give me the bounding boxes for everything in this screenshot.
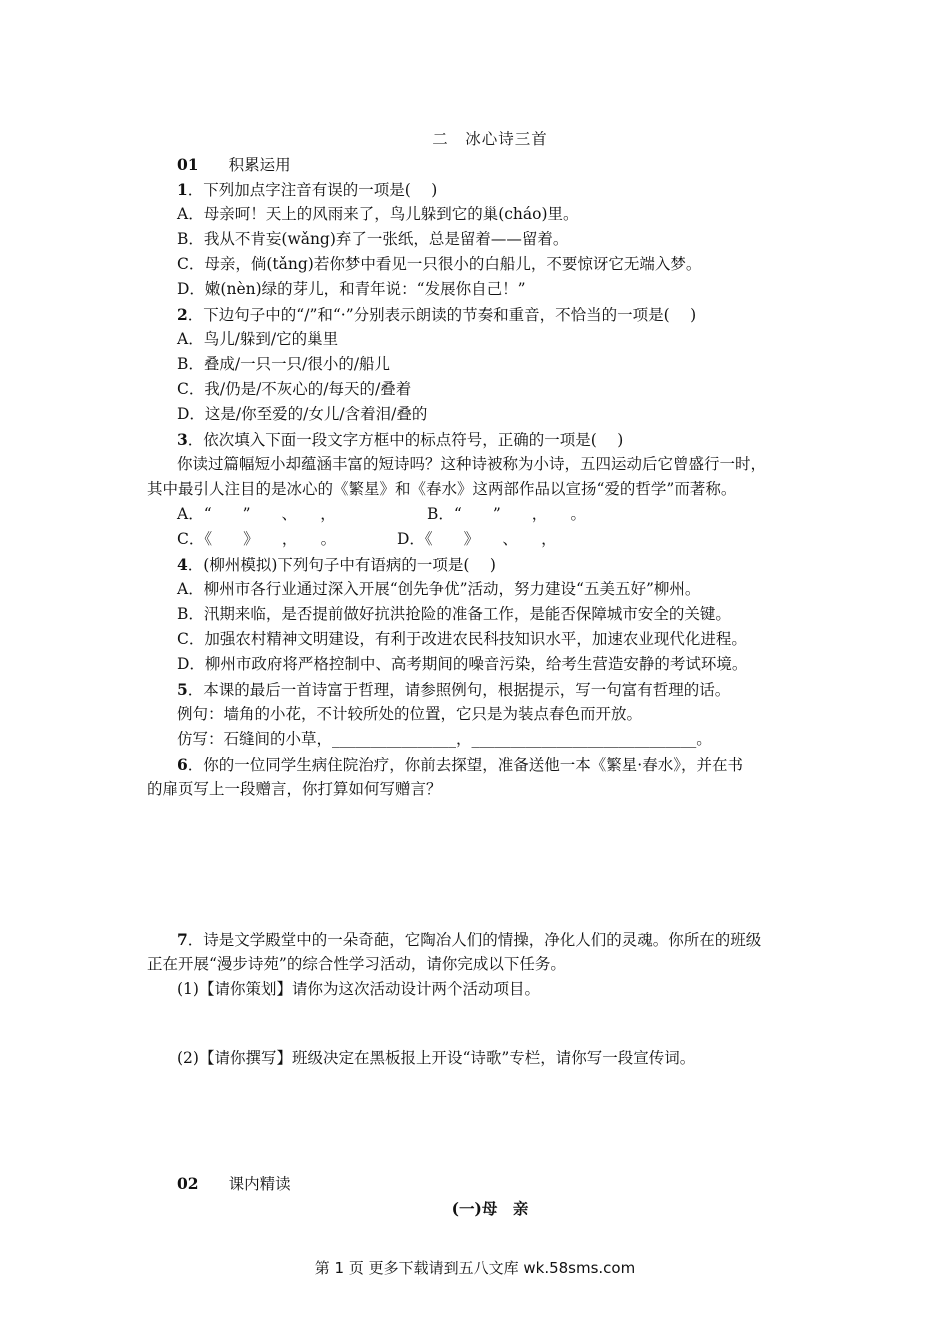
section-number: 01 — [177, 155, 199, 174]
question-number: 1 — [177, 180, 188, 199]
question-1 — [177, 177, 817, 302]
section-label: 积累运用 — [228, 156, 291, 174]
option-d: D．柳州市政府将严格控制中、高考期间的噪音污染，给考生营造安静的考试环境。 — [177, 655, 748, 673]
question-stem: ．(柳州模拟)下列句子中有语病的一项是( ) — [187, 556, 496, 574]
passage-line: 其中最引人注目的是冰心的《繁星》和《春水》这两部作品以宣扬“爱的哲学”而著称。 — [147, 480, 737, 498]
option-b: B．我从不肯妄(wǎng)弃了一张纸，总是留着——留着。 — [177, 230, 569, 248]
example-sentence: 例句：墙角的小花，不计较所处的位置，它只是为装点春色而开放。 — [177, 705, 643, 723]
question-stem: ．下边句子中的“/”和“·”分别表示朗读的节奏和重音，不恰当的一项是( ) — [187, 306, 697, 324]
option-d: D．《 》 、 ， — [397, 530, 557, 548]
option-a: A．母亲呵！天上的风雨来了，鸟儿躲到它的巢(cháo)里。 — [177, 205, 579, 223]
imitation-prompt: 仿写：石缝间的小草，________________，_____________________________。 — [177, 730, 712, 748]
question-3 — [177, 427, 817, 452]
question-stem-cont: 的扉页写上一段赠言，你打算如何写赠言？ — [147, 780, 442, 798]
question-7-sub-2 — [177, 1046, 817, 1071]
question-stem: ．你的一位同学生病住院治疗，你前去探望，准备送他一本《繁星·春水》，并在书 — [187, 756, 743, 774]
question-number: 2 — [177, 305, 188, 324]
option-b: B．汛期来临，是否提前做好抗洪抢险的准备工作，是能否保障城市安全的关键。 — [177, 605, 731, 623]
question-3-options — [177, 502, 817, 552]
question-number: 6 — [177, 755, 188, 774]
question-number: 3 — [177, 430, 188, 449]
question-stem: ．下列加点字注音有误的一项是( ) — [187, 181, 438, 199]
page-title: 二 冰心诗三首 — [432, 130, 548, 148]
page-footer: 第 1 页 更多下载请到五八文库 wk.58sms.com — [314, 1259, 636, 1277]
option-d: D．嫩(nèn)绿的芽儿，和青年说：“发展你自己！” — [177, 280, 526, 298]
section-number: 02 — [177, 1174, 199, 1193]
question-number: 4 — [177, 555, 188, 574]
question-2 — [177, 302, 817, 427]
option-c: C．《 》 ， 。 — [177, 530, 337, 548]
option-a: A．柳州市各行业通过深入开展“创先争优”活动，努力建设“五美五好”柳州。 — [177, 580, 701, 598]
question-stem: ．依次填入下面一段文字方框中的标点符号，正确的一项是( ) — [187, 431, 624, 449]
option-a: A．鸟儿/躲到/它的巢里 — [177, 330, 339, 348]
option-c: C．加强农村精神文明建设，有利于改进农民科技知识水平，加速农业现代化进程。 — [177, 630, 747, 648]
passage-line: 你读过篇幅短小却蕴涵丰富的短诗吗？这种诗被称为小诗，五四运动后它曾盛行一时， — [177, 455, 767, 473]
section-label: 课内精读 — [228, 1175, 291, 1193]
option-c: C．母亲，倘(tǎng)若你梦中看见一只很小的白船儿，不要惊讶它无端入梦。 — [177, 255, 702, 273]
question-stem-cont: 正在开展“漫步诗苑”的综合性学习活动，请你完成以下任务。 — [147, 955, 566, 973]
question-number: 5 — [177, 680, 188, 699]
question-stem: ．本课的最后一首诗富于哲理，请参照例句，根据提示，写一句富有哲理的话。 — [187, 681, 731, 699]
section-header-1 — [177, 152, 291, 178]
reading-subtitle: (一)母 亲 — [451, 1199, 529, 1218]
question-7 — [147, 927, 812, 1002]
option-a: A．“ ” 、 ， — [177, 505, 336, 523]
sub-task-1: (1)【请你策划】请你为这次活动设计两个活动项目。 — [177, 980, 540, 998]
question-5 — [177, 677, 817, 752]
question-number: 7 — [177, 930, 188, 949]
question-stem: ．诗是文学殿堂中的一朵奇葩，它陶冶人们的情操，净化人们的灵魂。你所在的班级 — [187, 931, 762, 949]
option-c: C．我/仍是/不灰心的/每天的/叠着 — [177, 380, 412, 398]
option-b: B．“ ” ， 。 — [427, 505, 586, 523]
question-3-passage — [147, 452, 812, 502]
option-d: D．这是/你至爱的/女儿/含着泪/叠的 — [177, 405, 428, 423]
sub-task-2: (2)【请你撰写】班级决定在黑板报上开设“诗歌”专栏，请你写一段宣传词。 — [177, 1049, 696, 1067]
option-b: B．叠成/一只一只/很小的/船儿 — [177, 355, 391, 373]
section-header-2 — [177, 1171, 291, 1197]
question-6 — [147, 752, 812, 802]
question-4 — [177, 552, 817, 677]
